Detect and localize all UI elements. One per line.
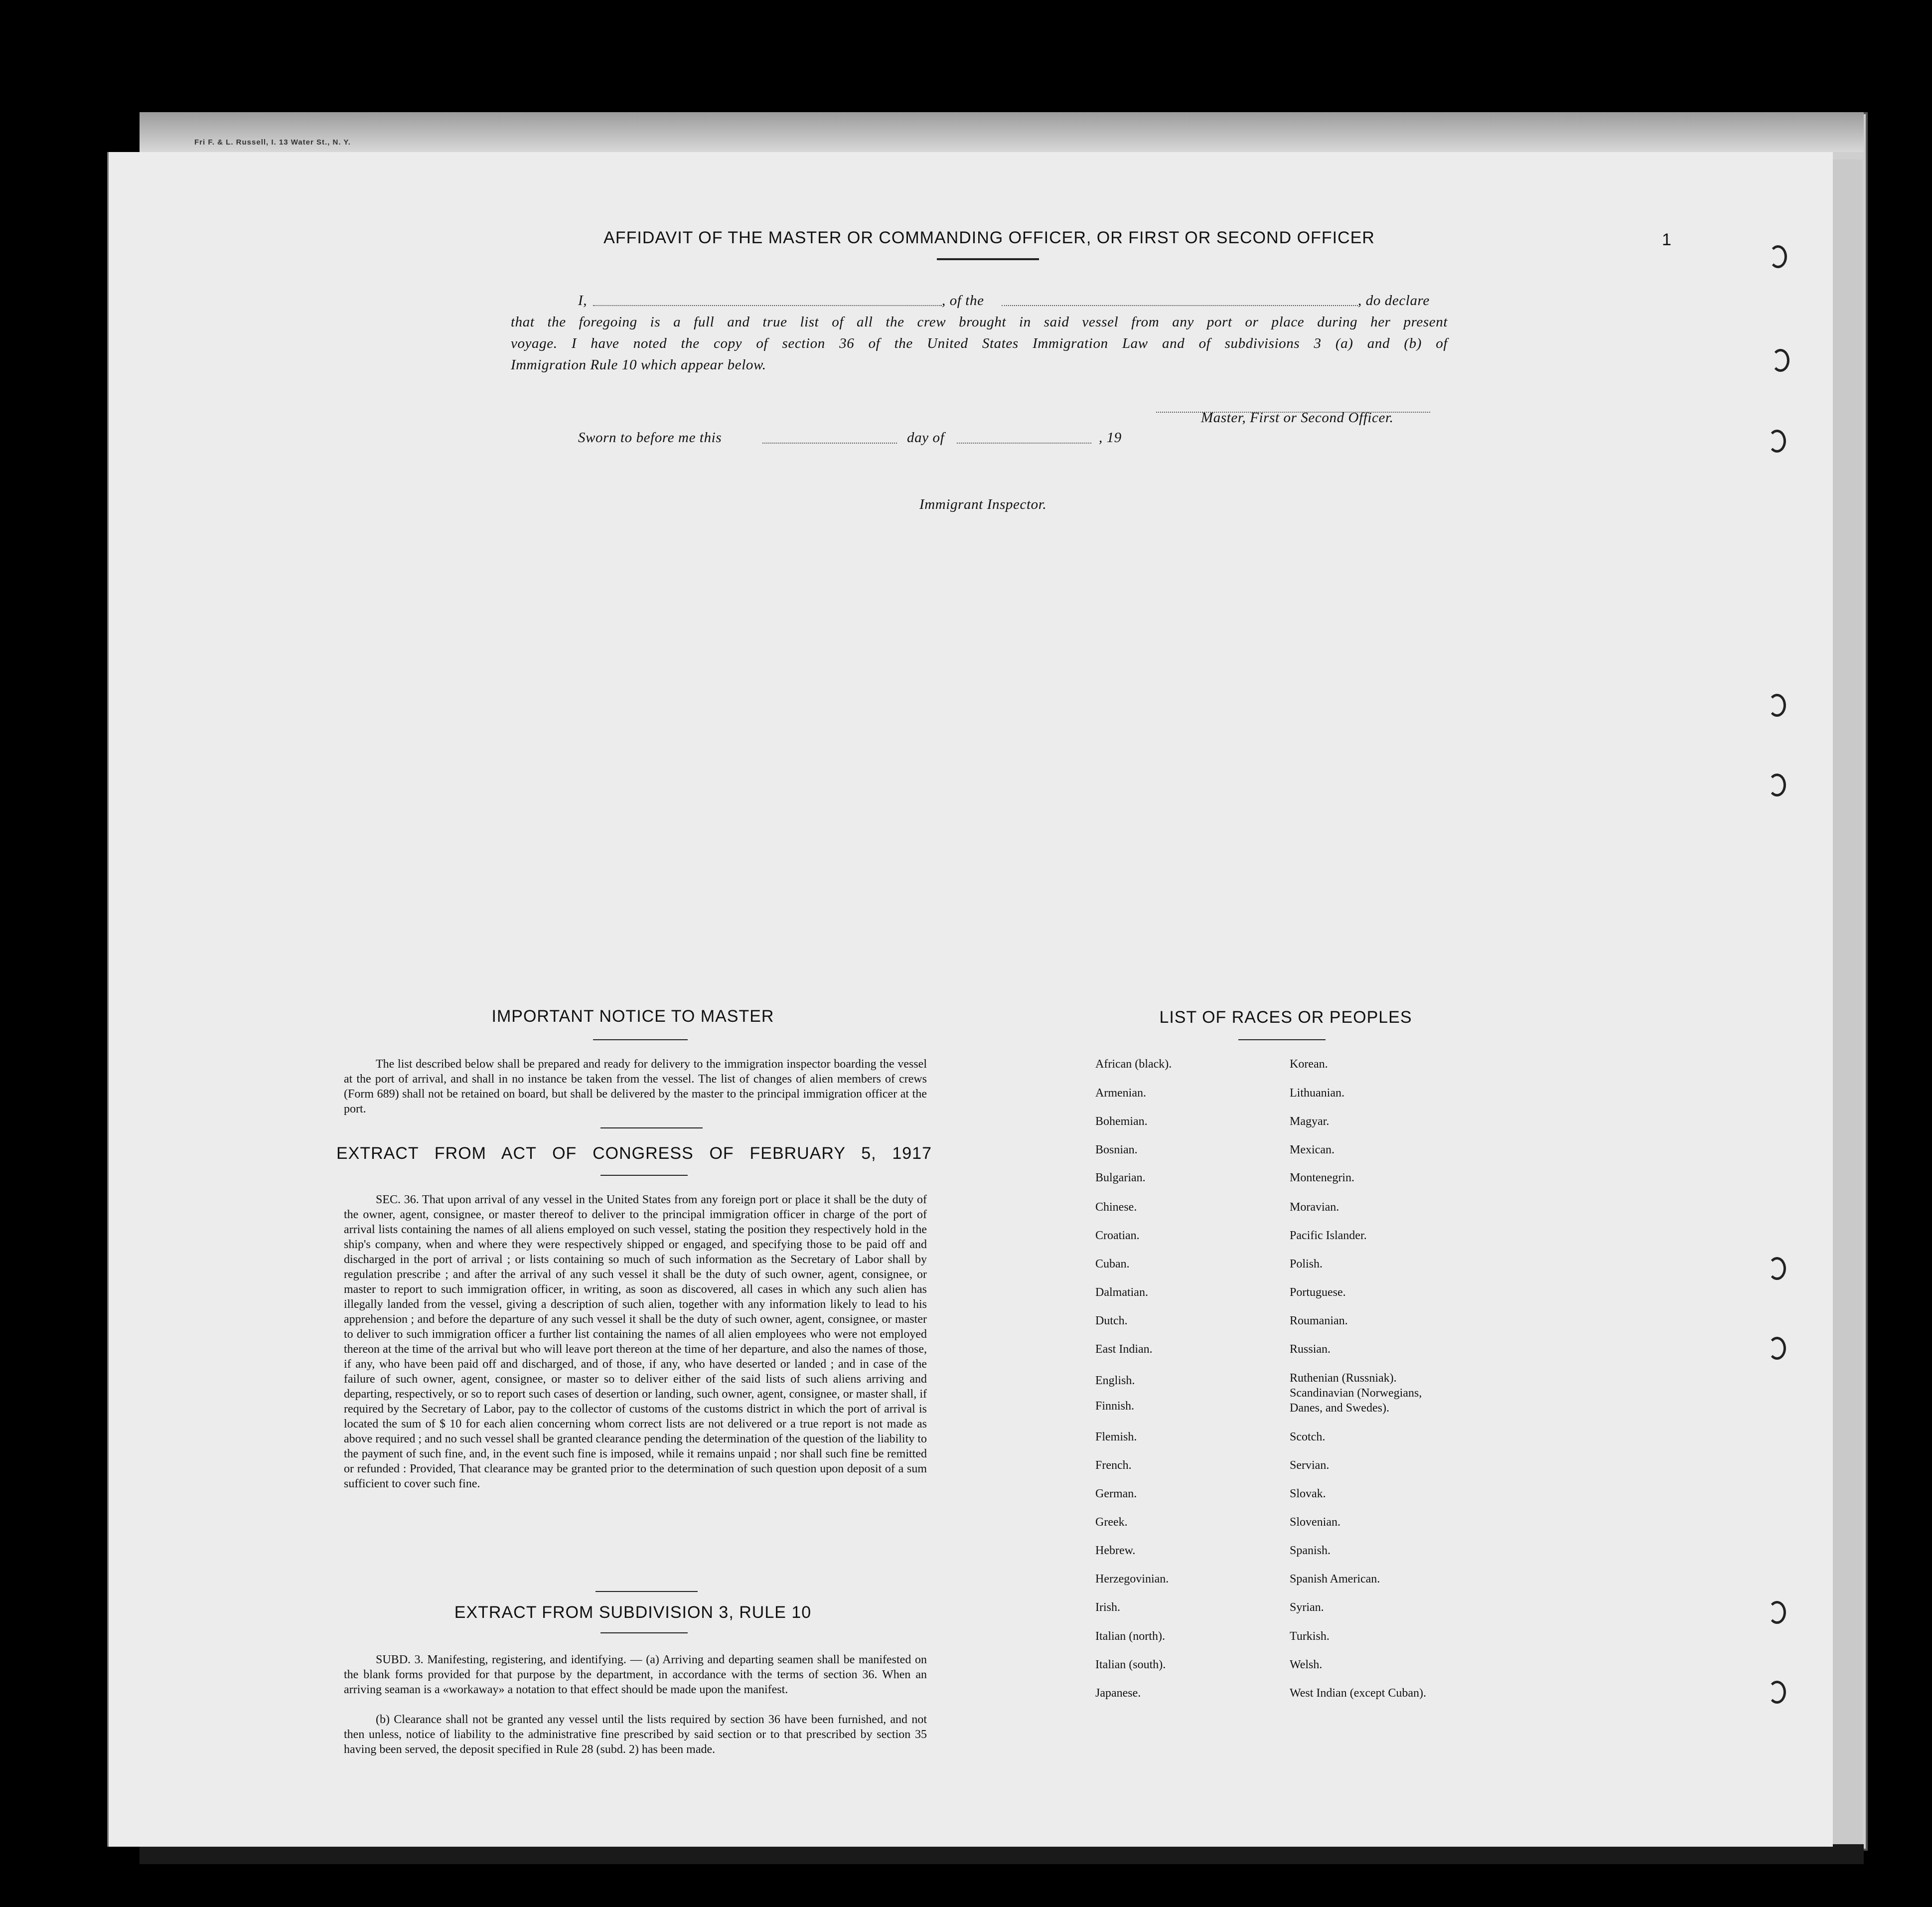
affidavit-do-declare: , do declare bbox=[1358, 293, 1430, 309]
race-item: French. bbox=[1095, 1459, 1132, 1472]
name-blank-line bbox=[593, 305, 942, 306]
notice-title: IMPORTANT NOTICE TO MASTER bbox=[491, 1007, 774, 1026]
race-item: Spanish American. bbox=[1290, 1573, 1380, 1586]
punch-hole-icon bbox=[1768, 1257, 1786, 1280]
extract-act-underline bbox=[600, 1175, 688, 1176]
race-item: Korean. bbox=[1290, 1058, 1328, 1071]
extract-rule-title: EXTRACT FROM SUBDIVISION 3, RULE 10 bbox=[454, 1603, 812, 1622]
punch-hole-icon bbox=[1768, 1681, 1786, 1704]
race-item: Lithuanian. bbox=[1290, 1087, 1344, 1100]
affidavit-line-4: Immigration Rule 10 which appear below. bbox=[511, 357, 766, 373]
extract-rule-underline bbox=[600, 1632, 688, 1633]
sworn-day-of: day of bbox=[907, 430, 945, 446]
race-item: Russian. bbox=[1290, 1343, 1331, 1356]
sworn-year: , 19 bbox=[1099, 430, 1122, 446]
inspector-label: Immigrant Inspector. bbox=[919, 496, 1047, 512]
sworn-month-blank bbox=[957, 443, 1091, 444]
race-item: Danes, and Swedes). bbox=[1290, 1402, 1389, 1415]
race-item: Japanese. bbox=[1095, 1687, 1141, 1700]
race-item: Bulgarian. bbox=[1095, 1171, 1146, 1184]
race-item: African (black). bbox=[1095, 1058, 1172, 1071]
races-underline bbox=[1238, 1039, 1326, 1040]
race-item: Mexican. bbox=[1290, 1143, 1335, 1156]
race-item: Welsh. bbox=[1290, 1658, 1323, 1671]
vessel-blank-line bbox=[1002, 305, 1358, 306]
punch-hole-icon bbox=[1768, 774, 1786, 796]
race-item: Hebrew. bbox=[1095, 1544, 1136, 1557]
extract-rule-divider bbox=[595, 1591, 698, 1592]
punch-hole-icon bbox=[1769, 245, 1787, 268]
race-item: Slovak. bbox=[1290, 1487, 1326, 1500]
race-item: Bosnian. bbox=[1095, 1143, 1138, 1156]
race-item: Bohemian. bbox=[1095, 1115, 1148, 1128]
race-item: West Indian (except Cuban). bbox=[1290, 1687, 1426, 1700]
punch-hole-icon bbox=[1768, 430, 1786, 453]
race-item: Scandinavian (Norwegians, bbox=[1290, 1387, 1422, 1400]
race-item: English. bbox=[1095, 1374, 1135, 1387]
extract-rule-text-b: (b) Clearance shall not be granted any vessel until the lists required by section 36 have been furnished, and not then unless, notice of liability to the administrative fine prescribed by said section or to that prescribed by section 35 having been served, the deposit specified in Rule 28 (subd. 2) has been made. bbox=[344, 1713, 927, 1756]
back-sheet-top-strip bbox=[140, 112, 1864, 152]
notice-divider bbox=[600, 1127, 703, 1128]
document-page bbox=[107, 152, 1833, 1847]
master-signature-label: Master, First or Second Officer. bbox=[1201, 410, 1394, 426]
extract-act-text: SEC. 36. That upon arrival of any vessel in the United States from any foreign port or place it shall be the duty of the owner, agent, consignee, or master thereof to deliver to the principal immigration officer in charge of the port of arrival lists containing the names of all aliens employed on such vessel, stating the position they respectively hold in the ship's company, when and where they were respectively shipped or engaged, and specifying those to be paid off and discharged in the port of arrival ; or lists containing so much of such information as the Secretary of Labor shall by regulation prescribe ; and after the arrival of any such vessel it shall be the duty of such owner, agent, consignee, or master to report to such immigration officer, in writing, as soon as discovered, all cases in which any such alien has illegally landed from the vessel, giving a description of such alien, together with any information likely to lead to his apprehension ; and before the departure of any such vessel it shall be the duty of such owner, agent, consignee, or master to deliver to such immigration officer a further list containing the names of all alien employees who were not employed thereon at the time of the arrival but who will leave port thereon at the time of her departure, and also the names of those, if any, who have been paid off and discharged, and of those, if any, who have deserted or landed ; and in case of the failure of such owner, agent, consignee, or master so to deliver either of the said lists of such aliens arriving and departing, respectively, or so to report such cases of desertion or landing, such owner, agent, consignee, or master shall, if required by the Secretary of Labor, pay to the collector of customs of the customs district in which the port of arrival is located the sum of $ 10 for each alien concerning whom correct lists are not delivered or a true report is not made as above required ; and no such vessel shall be granted clearance pending the determination of the question of the liability to the payment of such fine, and, in the event such fine is imposed, while it remains unpaid ; nor shall such fine be remitted or refunded : Provided, That clearance may be granted prior to the determination of such question upon deposit of a sum sufficient to cover such fine. bbox=[344, 1193, 927, 1490]
page-number: 1 bbox=[1662, 230, 1671, 249]
race-item: Polish. bbox=[1290, 1258, 1323, 1271]
race-item: Dutch. bbox=[1095, 1314, 1128, 1327]
race-item: Dalmatian. bbox=[1095, 1286, 1148, 1299]
sworn-day-blank bbox=[762, 443, 897, 444]
punch-hole-icon bbox=[1768, 694, 1786, 717]
affidavit-line-2: that the foregoing is a full and true list of all the crew brought in said vessel from any port or place during her present bbox=[511, 314, 1448, 330]
affidavit-line-3: voyage. I have noted the copy of section 36 of the United States Immigration Law and of subdivisions 3 (a) and (b) of bbox=[511, 335, 1448, 351]
race-item: East Indian. bbox=[1095, 1343, 1153, 1356]
race-item: Herzegovinian. bbox=[1095, 1573, 1169, 1586]
notice-underline bbox=[593, 1039, 688, 1040]
punch-hole-icon bbox=[1768, 1601, 1786, 1624]
race-item: Spanish. bbox=[1290, 1544, 1331, 1557]
races-title: LIST OF RACES OR PEOPLES bbox=[1159, 1008, 1412, 1027]
race-item: Chinese. bbox=[1095, 1201, 1137, 1214]
race-item: German. bbox=[1095, 1487, 1137, 1500]
race-item: Montenegrin. bbox=[1290, 1171, 1354, 1184]
race-item: Pacific Islander. bbox=[1290, 1229, 1367, 1242]
title-underline bbox=[937, 258, 1039, 260]
affidavit-title: AFFIDAVIT OF THE MASTER OR COMMANDING OFFICER, OR FIRST OR SECOND OFFICER bbox=[603, 228, 1375, 247]
race-item: Moravian. bbox=[1290, 1201, 1339, 1214]
race-item: Italian (north). bbox=[1095, 1630, 1165, 1643]
race-item: Irish. bbox=[1095, 1601, 1120, 1614]
printer-imprint: Fri F. & L. Russell, I. 13 Water St., N. Y. bbox=[194, 138, 351, 147]
race-item: Roumanian. bbox=[1290, 1314, 1348, 1327]
extract-rule-text-a: SUBD. 3. Manifesting, registering, and identifying. — (a) Arriving and departing seamen shall be manifested on the blank forms provided for that purpose by the department, in accordance with the terms of section 36. When an arriving seaman is a «workaway» a notation to that effect should be made upon the manifest. bbox=[344, 1653, 927, 1696]
notice-text: The list described below shall be prepared and ready for delivery to the immigration inspector boarding the vessel at the port of arrival, and shall in no instance be taken from the vessel. The list of changes of alien members of crews (Form 689) shall not be retained on board, but shall be delivered by the master to the principal immigration officer at the port. bbox=[344, 1058, 927, 1115]
race-item: Magyar. bbox=[1290, 1115, 1330, 1128]
race-item: Greek. bbox=[1095, 1516, 1128, 1529]
race-item: Armenian. bbox=[1095, 1087, 1146, 1100]
race-item: Flemish. bbox=[1095, 1430, 1137, 1443]
race-item: Turkish. bbox=[1290, 1630, 1330, 1643]
race-item: Portuguese. bbox=[1290, 1286, 1346, 1299]
affidavit-of-the: , of the bbox=[942, 293, 984, 309]
page-right-edge bbox=[1831, 159, 1863, 1849]
race-item: Cuban. bbox=[1095, 1258, 1130, 1271]
punch-hole-icon bbox=[1772, 349, 1789, 372]
race-item: Syrian. bbox=[1290, 1601, 1324, 1614]
extract-act-title: EXTRACT FROM ACT OF CONGRESS OF FEBRUARY 5, 1917 bbox=[336, 1144, 932, 1163]
race-item: Italian (south). bbox=[1095, 1658, 1166, 1671]
race-item: Finnish. bbox=[1095, 1400, 1135, 1413]
race-item: Servian. bbox=[1290, 1459, 1330, 1472]
race-item: Scotch. bbox=[1290, 1430, 1326, 1443]
race-item: Ruthenian (Russniak). bbox=[1290, 1372, 1397, 1385]
page-bottom-shadow bbox=[140, 1844, 1864, 1864]
race-item: Slovenian. bbox=[1290, 1516, 1340, 1529]
sworn-prefix: Sworn to before me this bbox=[578, 430, 722, 446]
race-item: Croatian. bbox=[1095, 1229, 1140, 1242]
punch-hole-icon bbox=[1768, 1337, 1786, 1360]
affidavit-i: I, bbox=[578, 293, 588, 309]
